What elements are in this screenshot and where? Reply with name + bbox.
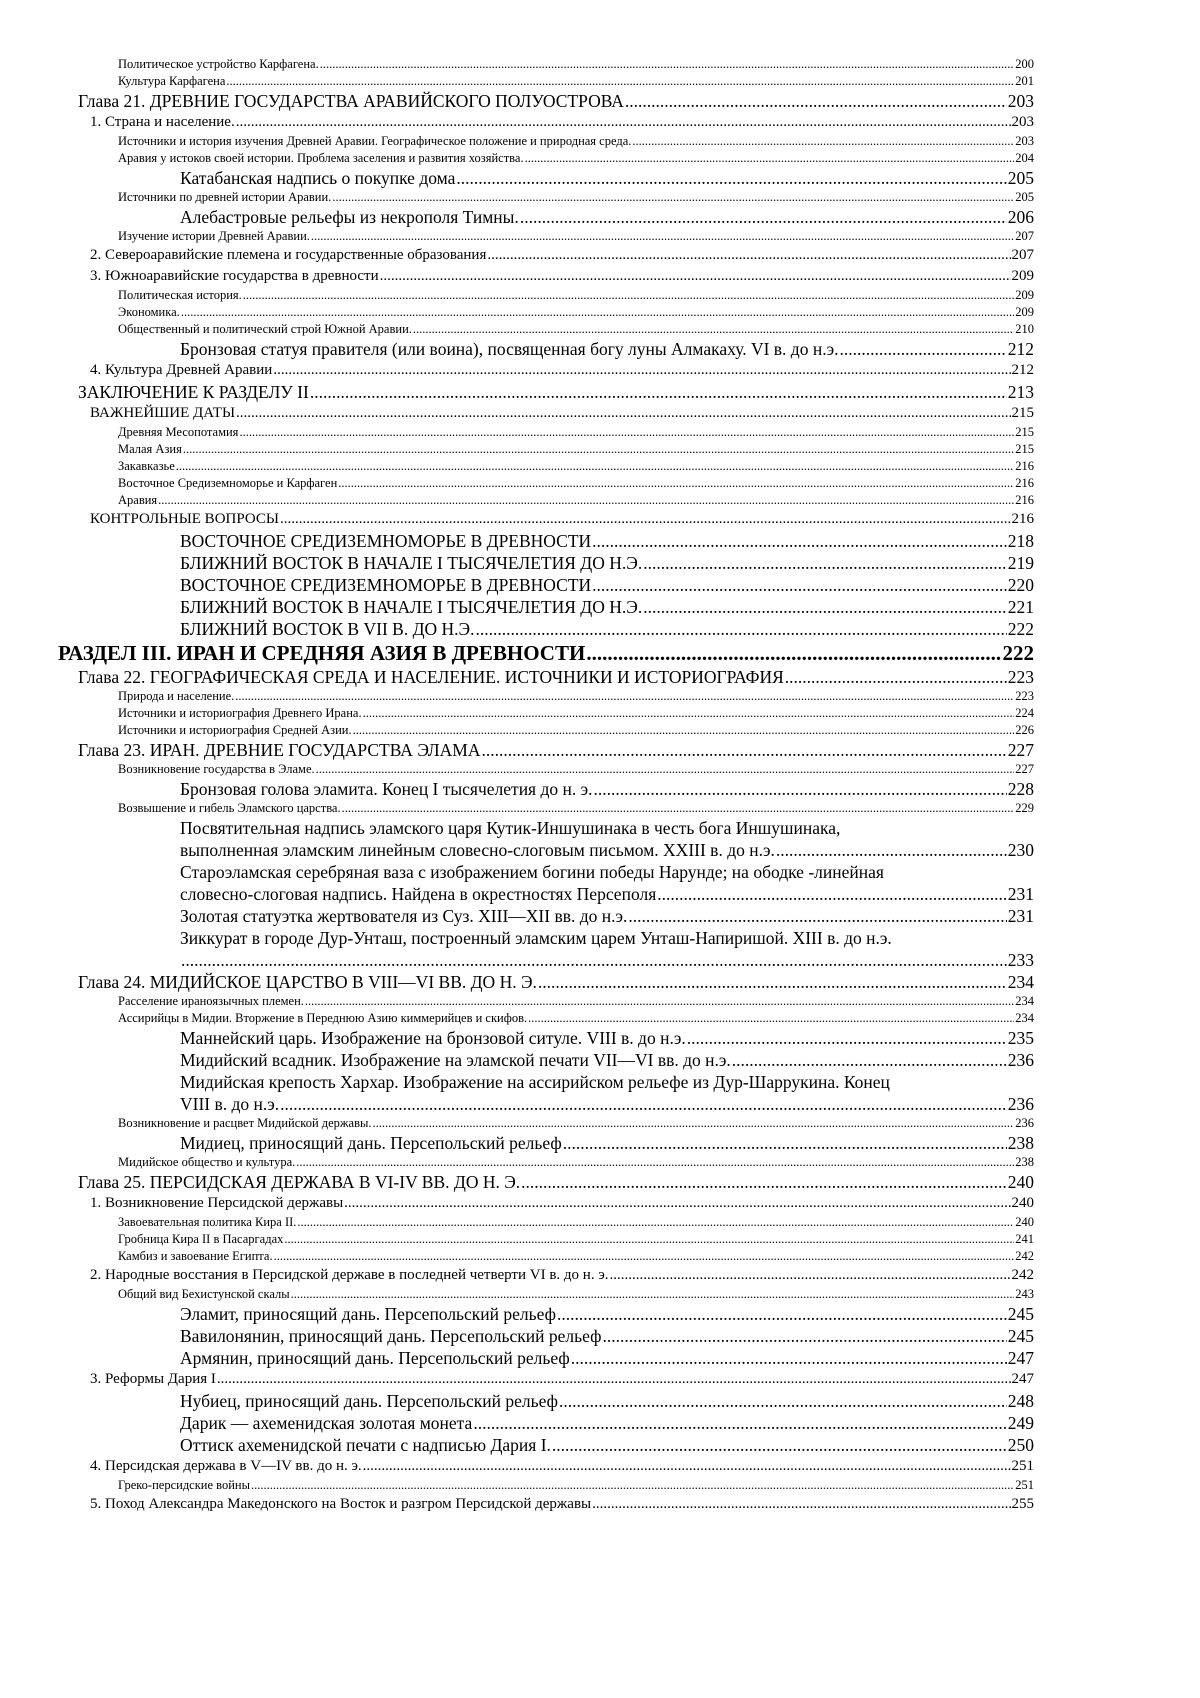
dot-leader (363, 705, 1015, 722)
dot-leader (475, 618, 1006, 640)
dot-leader (363, 1456, 1011, 1477)
dot-leader (592, 530, 1007, 552)
page-number: 231 (1007, 884, 1034, 904)
toc-entry[interactable] (0, 1286, 1200, 1303)
page-number: 241 (1015, 1232, 1034, 1246)
dot-leader (310, 381, 1007, 403)
toc-entry[interactable] (0, 1369, 1200, 1390)
toc-entry[interactable] (0, 266, 1200, 287)
toc-entry-title: Закавказье (118, 459, 175, 473)
toc-chapter[interactable] (0, 90, 1200, 112)
dot-leader (602, 1325, 1006, 1347)
toc-part-heading[interactable] (0, 640, 1200, 666)
dot-leader (158, 492, 1014, 509)
dot-leader (217, 1369, 1011, 1390)
toc-entry[interactable] (0, 321, 1200, 338)
toc-entry[interactable] (0, 530, 1200, 552)
toc-entry[interactable] (0, 150, 1200, 167)
dot-leader (274, 1248, 1015, 1265)
dot-leader (297, 1214, 1014, 1231)
toc-entry[interactable] (0, 360, 1200, 381)
toc-entry-title: Глава 24. МИДИЙСКОЕ ЦАРСТВО В VIII—VI ВВ. ДО Н. Э. (78, 972, 537, 992)
toc-entry-title: Источники и история изучения Древней Аравии. Географическое положение и природная среда. (118, 134, 632, 148)
page-number: 204 (1015, 151, 1034, 165)
dot-leader (280, 509, 1011, 530)
toc-entry[interactable] (0, 304, 1200, 321)
toc-entry[interactable] (0, 509, 1200, 530)
dot-leader (344, 1193, 1010, 1214)
toc-chapter[interactable] (0, 1171, 1200, 1193)
toc-entry-title: Ассирийцы в Мидии. Вторжение в Переднюю Азию киммерийцев и скифов. (118, 1011, 528, 1025)
page-number: 219 (1007, 553, 1034, 573)
dot-leader (592, 574, 1007, 596)
dot-leader (592, 1494, 1010, 1515)
page-number: 233 (1007, 950, 1034, 970)
page-number: 228 (1007, 779, 1034, 799)
dot-leader (373, 1115, 1015, 1132)
toc-entry-title: Посвятительная надпись эламского царя Кутик-Иншушинака в честь бога Иншушинака, (180, 818, 841, 838)
toc-entry[interactable] (0, 1115, 1200, 1132)
toc-entry-title: Нубиец, приносящий дань. Персепольский рельеф (180, 1391, 558, 1411)
toc-entry[interactable] (0, 705, 1200, 722)
toc-entry-title: Восточное Средиземноморье и Карфаген (118, 476, 338, 490)
page-number: 224 (1015, 706, 1034, 720)
page-number: 221 (1007, 597, 1034, 617)
toc-entry-title: 4. Культура Древней Аравии (90, 362, 273, 378)
dot-leader (594, 778, 1007, 800)
toc-chapter[interactable] (0, 971, 1200, 993)
dot-leader (332, 189, 1014, 206)
toc-entry-title: Природа и население. (118, 689, 235, 703)
toc-entry-title: Культура Карфагена (118, 74, 226, 88)
toc-entry[interactable] (0, 458, 1200, 475)
toc-entry[interactable] (0, 1071, 1200, 1115)
toc-chapter[interactable] (0, 666, 1200, 688)
toc-entry-title: Бронзовая голова эламита. Конец I тысячелетия до н. э. (180, 779, 593, 799)
toc-entry-title: Камбиз и завоевание Египта. (118, 1249, 273, 1263)
toc-entry-title: БЛИЖНИЙ ВОСТОК В НАЧАЛЕ I ТЫСЯЧЕЛЕТИЯ ДО Н.Э. (180, 597, 643, 617)
toc-entry-title: Глава 21. ДРЕВНИЕ ГОСУДАРСТВА АРАВИЙСКОГО ПОЛУОСТРОВА (78, 91, 624, 111)
toc-entry[interactable] (0, 245, 1200, 266)
toc-entry[interactable] (0, 993, 1200, 1010)
dot-leader (776, 839, 1007, 861)
dot-leader (839, 338, 1006, 360)
toc-entry-title: КОНТРОЛЬНЫЕ ВОПРОСЫ (90, 511, 279, 527)
toc-entry-title: ЗАКЛЮЧЕНИЕ К РАЗДЕЛУ II (78, 382, 309, 402)
dot-leader (296, 1154, 1014, 1171)
page-number: 242 (1011, 1267, 1034, 1283)
toc-entry-title: Мидиец, приносящий дань. Персепольский рельеф (180, 1133, 562, 1153)
toc-entry[interactable] (0, 287, 1200, 304)
dot-leader (176, 458, 1014, 475)
toc-entry[interactable] (0, 1434, 1200, 1456)
dot-leader (183, 441, 1014, 458)
toc-entry[interactable] (0, 778, 1200, 800)
toc-entry-title: Маннейский царь. Изображение на бронзовой ситуле. VIII в. до н.э. (180, 1028, 686, 1048)
dot-leader (291, 1286, 1015, 1303)
dot-leader (643, 596, 1007, 618)
toc-entry-title: Аравия у истоков своей истории. Проблема заселения и развития хозяйства. (118, 151, 524, 165)
dot-leader (243, 287, 1014, 304)
toc-entry-title: БЛИЖНИЙ ВОСТОК В VII В. ДО Н.Э. (180, 619, 475, 639)
page-number: 207 (1011, 247, 1034, 263)
page-number: 216 (1011, 511, 1034, 527)
toc-entry-title: 4. Персидская держава в V—IV вв. до н. э. (90, 1458, 362, 1474)
page-number: 213 (1007, 382, 1034, 402)
toc-entry[interactable] (0, 1231, 1200, 1248)
toc-entry[interactable] (0, 618, 1200, 640)
page-number: 215 (1015, 442, 1034, 456)
page-number: 222 (1007, 619, 1034, 639)
page-number: 216 (1015, 476, 1034, 490)
dot-leader (563, 1132, 1007, 1154)
page-number: 236 (1007, 1050, 1034, 1070)
toc-entry[interactable] (0, 1347, 1200, 1369)
toc-entry[interactable] (0, 492, 1200, 509)
toc-entry-title-cont: VIII в. до н.э. (180, 1094, 280, 1114)
page-number: 251 (1015, 1478, 1034, 1492)
dot-leader (785, 666, 1007, 688)
toc-entry-title: ВАЖНЕЙШИЕ ДАТЫ (90, 405, 236, 421)
dot-leader (557, 1303, 1007, 1325)
dot-leader (338, 475, 1014, 492)
toc-entry-title: Вавилонянин, приносящий дань. Персепольский рельеф (180, 1326, 602, 1346)
toc-entry[interactable] (0, 927, 1200, 971)
page-number: 212 (1011, 362, 1034, 378)
dot-leader (320, 56, 1015, 73)
toc-entry[interactable] (0, 1248, 1200, 1265)
page-number: 238 (1015, 1155, 1034, 1169)
dot-leader (571, 1347, 1007, 1369)
dot-leader (456, 167, 1006, 189)
page-number: 235 (1007, 1028, 1034, 1048)
page-number: 216 (1015, 493, 1034, 507)
page-number: 249 (1007, 1413, 1034, 1433)
toc-entry-title: Общественный и политический строй Южной Аравии. (118, 322, 412, 336)
toc-entry-title: ВОСТОЧНОЕ СРЕДИЗЕМНОМОРЬЕ В ДРЕВНОСТИ (180, 575, 592, 595)
dot-leader (413, 321, 1014, 338)
toc-entry[interactable] (0, 441, 1200, 458)
toc-entry[interactable] (0, 1154, 1200, 1171)
toc-entry-title: Политическое устройство Карфагена. (118, 57, 319, 71)
toc-entry[interactable] (0, 133, 1200, 150)
toc-entry-title: 2. Североаравийские племена и государственные образования (90, 247, 487, 263)
toc-entry[interactable] (0, 800, 1200, 817)
toc-entry-title: Староэламская серебряная ваза с изображением богини победы Нарунде; на ободке -линейная (180, 862, 884, 882)
toc-entry-title: Алебастровые рельефы из некрополя Тимны. (180, 207, 519, 227)
toc-entry[interactable] (0, 1132, 1200, 1154)
toc-entry-title: Глава 23. ИРАН. ДРЕВНИЕ ГОСУДАРСТВА ЭЛАМА (78, 740, 481, 760)
page-number: 236 (1015, 1116, 1034, 1130)
dot-leader (273, 360, 1010, 381)
toc-entry-title: Катабанская надпись о покупке дома (180, 168, 456, 188)
toc-entry[interactable] (0, 1390, 1200, 1412)
page-number: 223 (1007, 667, 1034, 687)
toc-entry[interactable] (0, 475, 1200, 492)
page-number: 245 (1007, 1326, 1034, 1346)
toc-entry-title: Оттиск ахеменидской печати с надписью Дария I. (180, 1435, 551, 1455)
page-number: 200 (1015, 57, 1034, 71)
dot-leader (284, 1231, 1014, 1248)
toc-chapter[interactable] (0, 739, 1200, 761)
dot-leader (525, 150, 1015, 167)
table-of-contents (0, 56, 1200, 1515)
toc-entry[interactable] (0, 688, 1200, 705)
page-number: 218 (1007, 531, 1034, 551)
toc-entry[interactable] (0, 167, 1200, 189)
page-number: 238 (1007, 1133, 1034, 1153)
toc-entry-title: 5. Поход Александра Македонского на Восток и разгром Персидской державы (90, 1496, 592, 1512)
dot-leader (632, 133, 1014, 150)
toc-entry-title: Армянин, приносящий дань. Персепольский рельеф (180, 1348, 570, 1368)
page-number: 220 (1007, 575, 1034, 595)
page-number: 212 (1007, 339, 1034, 359)
page-number: 205 (1015, 190, 1034, 204)
toc-entry-title: 3. Реформы Дария I (90, 1371, 216, 1387)
dot-leader (586, 640, 1001, 666)
dot-leader (236, 403, 1010, 424)
toc-entry[interactable] (0, 424, 1200, 441)
toc-entry[interactable] (0, 73, 1200, 90)
toc-entry[interactable] (0, 1494, 1200, 1515)
dot-leader (342, 800, 1015, 817)
dot-leader (239, 424, 1014, 441)
dot-leader (487, 245, 1010, 266)
toc-entry-title: Мидийская крепость Хархар. Изображение на ассирийском рельефе из Дур-Шаррукина. Конец (180, 1072, 890, 1092)
page-number: 234 (1015, 994, 1034, 1008)
toc-entry[interactable] (0, 905, 1200, 927)
page-number: 242 (1015, 1249, 1034, 1263)
toc-entry-title: Завоевательная политика Кира II. (118, 1215, 297, 1229)
toc-entry[interactable] (0, 1193, 1200, 1214)
toc-entry-title: Малая Азия (118, 442, 182, 456)
page-number: 251 (1011, 1458, 1034, 1474)
toc-entry-title-cont: словесно-слоговая надпись. Найдена в окрестностях Персеполя (180, 884, 657, 904)
page-number: 227 (1015, 762, 1034, 776)
toc-entry[interactable] (0, 1214, 1200, 1231)
page-number: 240 (1007, 1172, 1034, 1192)
toc-entry-title: Древняя Месопотамия (118, 425, 239, 439)
page-number: 201 (1015, 74, 1034, 88)
toc-entry-title: 1. Страна и население. (90, 114, 235, 130)
dot-leader (643, 552, 1007, 574)
toc-entry[interactable] (0, 1303, 1200, 1325)
dot-leader (625, 90, 1007, 112)
page-number: 227 (1007, 740, 1034, 760)
page-number: 247 (1011, 1371, 1034, 1387)
page-number: 240 (1011, 1195, 1034, 1211)
toc-entry-title: Возникновение и расцвет Мидийской державы. (118, 1116, 372, 1130)
toc-entry-title: Общий вид Бехистунской скалы (118, 1287, 290, 1301)
toc-entry[interactable] (0, 722, 1200, 739)
page-number: 255 (1011, 1496, 1034, 1512)
page-number: 209 (1015, 288, 1034, 302)
dot-leader (236, 112, 1011, 133)
toc-entry[interactable] (0, 1477, 1200, 1494)
toc-entry-title: Возникновение государства в Эламе. (118, 762, 315, 776)
toc-entry[interactable] (0, 861, 1200, 905)
dot-leader (380, 266, 1011, 287)
page-number: 236 (1007, 1094, 1034, 1114)
page-number: 234 (1007, 972, 1034, 992)
toc-entry-title: 1. Возникновение Персидской державы (90, 1195, 344, 1211)
toc-entry[interactable] (0, 1325, 1200, 1347)
toc-entry[interactable] (0, 1412, 1200, 1434)
toc-entry-title: ВОСТОЧНОЕ СРЕДИЗЕМНОМОРЬЕ В ДРЕВНОСТИ (180, 531, 592, 551)
toc-entry-title: Глава 25. ПЕРСИДСКАЯ ДЕРЖАВА В VI-IV ВВ. ДО Н. Э. (78, 1172, 521, 1192)
toc-entry-title: БЛИЖНИЙ ВОСТОК В НАЧАЛЕ I ТЫСЯЧЕЛЕТИЯ ДО Н.Э. (180, 553, 643, 573)
toc-entry[interactable] (0, 206, 1200, 228)
dot-leader (521, 1171, 1007, 1193)
page-number: 216 (1015, 459, 1034, 473)
page-number: 223 (1015, 689, 1034, 703)
toc-entry[interactable] (0, 596, 1200, 618)
toc-entry[interactable] (0, 338, 1200, 360)
dot-leader (657, 883, 1007, 905)
page-number: 206 (1007, 207, 1034, 227)
dot-leader (305, 993, 1014, 1010)
toc-entry-title: Греко-персидские войны (118, 1478, 251, 1492)
page-number: 209 (1015, 305, 1034, 319)
dot-leader (528, 1010, 1014, 1027)
page-number: 247 (1007, 1348, 1034, 1368)
page-number: 215 (1015, 425, 1034, 439)
toc-entry-title: Глава 22. ГЕОГРАФИЧЕСКАЯ СРЕДА И НАСЕЛЕНИЕ. ИСТОЧНИКИ И ИСТОРИОГРАФИЯ (78, 667, 784, 687)
toc-entry-title-cont: выполненная эламским линейным словесно-слоговым письмом. XXIII в. до н.э. (180, 840, 775, 860)
toc-entry[interactable] (0, 1027, 1200, 1049)
toc-entry[interactable] (0, 189, 1200, 206)
page-number: 205 (1007, 168, 1034, 188)
toc-entry[interactable] (0, 552, 1200, 574)
dot-leader (687, 1027, 1007, 1049)
toc-entry[interactable] (0, 1049, 1200, 1071)
toc-entry-title: РАЗДЕЛ III. ИРАН И СРЕДНЯЯ АЗИЯ В ДРЕВНОСТИ (58, 641, 586, 665)
toc-entry[interactable] (0, 112, 1200, 133)
toc-entry-title: Эламит, приносящий дань. Персепольский рельеф (180, 1304, 556, 1324)
toc-entry[interactable] (0, 403, 1200, 424)
toc-entry-title: Изучение истории Древней Аравии. (118, 229, 310, 243)
page-number: 234 (1015, 1011, 1034, 1025)
dot-leader (552, 1434, 1007, 1456)
toc-entry[interactable] (0, 1265, 1200, 1286)
page-number: 248 (1007, 1391, 1034, 1411)
toc-entry-title: Бронзовая статуя правителя (или воина), посвященная богу луны Алмакаху. VI в. до н.э. (180, 339, 839, 359)
dot-leader (610, 1265, 1011, 1286)
toc-entry[interactable] (0, 574, 1200, 596)
page-number: 240 (1015, 1215, 1034, 1229)
page-number: 210 (1015, 322, 1034, 336)
dot-leader (559, 1390, 1007, 1412)
toc-entry-title: Золотая статуэтка жертвователя из Суз. XIII—XII вв. до н.э. (180, 906, 628, 926)
toc-entry-title: Мидийское общество и культура. (118, 1155, 296, 1169)
dot-leader (628, 905, 1006, 927)
toc-entry-title: Мидийский всадник. Изображение на эламской печати VII—VI вв. до н.э. (180, 1050, 731, 1070)
toc-entry[interactable] (0, 1456, 1200, 1477)
dot-leader (538, 971, 1007, 993)
page-number: 245 (1007, 1304, 1034, 1324)
page-number: 226 (1015, 723, 1034, 737)
toc-entry[interactable] (0, 228, 1200, 245)
dot-leader (311, 228, 1014, 245)
dot-leader (280, 1093, 1007, 1115)
dot-leader (226, 73, 1014, 90)
toc-entry-title: Дарик — ахеменидская золотая монета (180, 1413, 473, 1433)
dot-leader (181, 949, 1007, 971)
toc-entry[interactable] (0, 817, 1200, 861)
toc-entry-title: Политическая история. (118, 288, 242, 302)
toc-entry[interactable] (0, 56, 1200, 73)
dot-leader (520, 206, 1007, 228)
toc-entry-title: Возвышение и гибель Эламского царства. (118, 801, 341, 815)
dot-leader (251, 1477, 1014, 1494)
dot-leader (181, 304, 1014, 321)
page-number: 207 (1015, 229, 1034, 243)
dot-leader (732, 1049, 1007, 1071)
page-number: 229 (1015, 801, 1034, 815)
dot-leader (235, 688, 1014, 705)
page-number: 203 (1007, 91, 1034, 111)
toc-entry-title: Зиккурат в городе Дур-Унташ, построенный эламским царем Унташ-Напиришой. XIII в. до н.э. (180, 928, 892, 948)
toc-chapter[interactable] (0, 381, 1200, 403)
toc-entry-title: Экономика. (118, 305, 180, 319)
toc-entry-title: Гробница Кира II в Пасаргадах (118, 1232, 284, 1246)
toc-entry[interactable] (0, 761, 1200, 778)
toc-entry-title: Расселение ираноязычных племен. (118, 994, 304, 1008)
page-number: 230 (1007, 840, 1034, 860)
toc-entry[interactable] (0, 1010, 1200, 1027)
toc-entry-title: Аравия (118, 493, 158, 507)
page-number: 215 (1011, 405, 1034, 421)
page-number: 203 (1015, 134, 1034, 148)
dot-leader (481, 739, 1006, 761)
page-number: 231 (1007, 906, 1034, 926)
toc-entry-title: 3. Южноаравийские государства в древности (90, 268, 379, 284)
toc-entry-title: 2. Народные восстания в Персидской державе в последней четверти VI в. до н. э. (90, 1267, 609, 1283)
page-number: 222 (1002, 641, 1034, 665)
dot-leader (353, 722, 1015, 739)
toc-entry-title: Источники и историография Средней Азии. (118, 723, 352, 737)
page-number: 203 (1011, 114, 1034, 130)
dot-leader (316, 761, 1015, 778)
toc-entry-title: Источники по древней истории Аравии. (118, 190, 332, 204)
dot-leader (473, 1412, 1006, 1434)
toc-entry-title: Источники и историография Древнего Ирана. (118, 706, 362, 720)
page-number: 243 (1015, 1287, 1034, 1301)
page-number: 250 (1007, 1435, 1034, 1455)
page-number: 209 (1011, 268, 1034, 284)
